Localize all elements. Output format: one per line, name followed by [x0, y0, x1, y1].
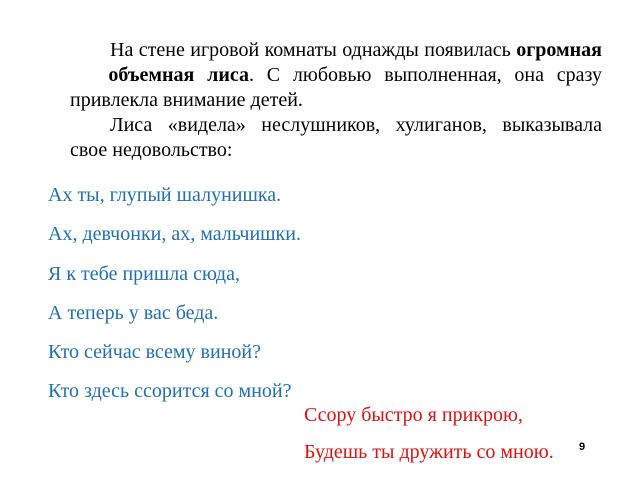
intro-bold-1: огромная: [516, 39, 602, 61]
intro-bold-2: объемная лиса: [108, 64, 249, 86]
poem-line-4: А теперь у вас беда.: [48, 302, 219, 324]
intro-p1-end: . С любовью выполненная, она сразу привлекла внимание детей.: [70, 64, 603, 111]
intro-paragraph-2: Лиса «видела» неслушников, хулиганов, выказывала свое недовольство:: [70, 114, 602, 161]
page-number: 9: [579, 441, 586, 453]
intro-gap: [70, 64, 108, 86]
poem-line-1: Ах ты, глупый шалунишка.: [48, 184, 282, 206]
poem-line-2: Ах, девчонки, ах, мальчишки.: [48, 223, 301, 245]
intro-text: [70, 38, 602, 163]
poem-red-line-1: Ссору быстро я прикрою,: [304, 404, 523, 426]
poem-line-6: Кто здесь ссорится со мной?: [48, 380, 292, 402]
poem-line-5: Кто сейчас всему виной?: [48, 341, 261, 363]
poem-red-line-2: Будешь ты дружить со мною.: [304, 441, 554, 463]
intro-paragraph-1: [70, 38, 602, 113]
intro-p1-start: На стене игровой комнаты однажды появилась: [110, 39, 517, 61]
poem-line-3: Я к тебе пришла сюда,: [48, 263, 240, 285]
